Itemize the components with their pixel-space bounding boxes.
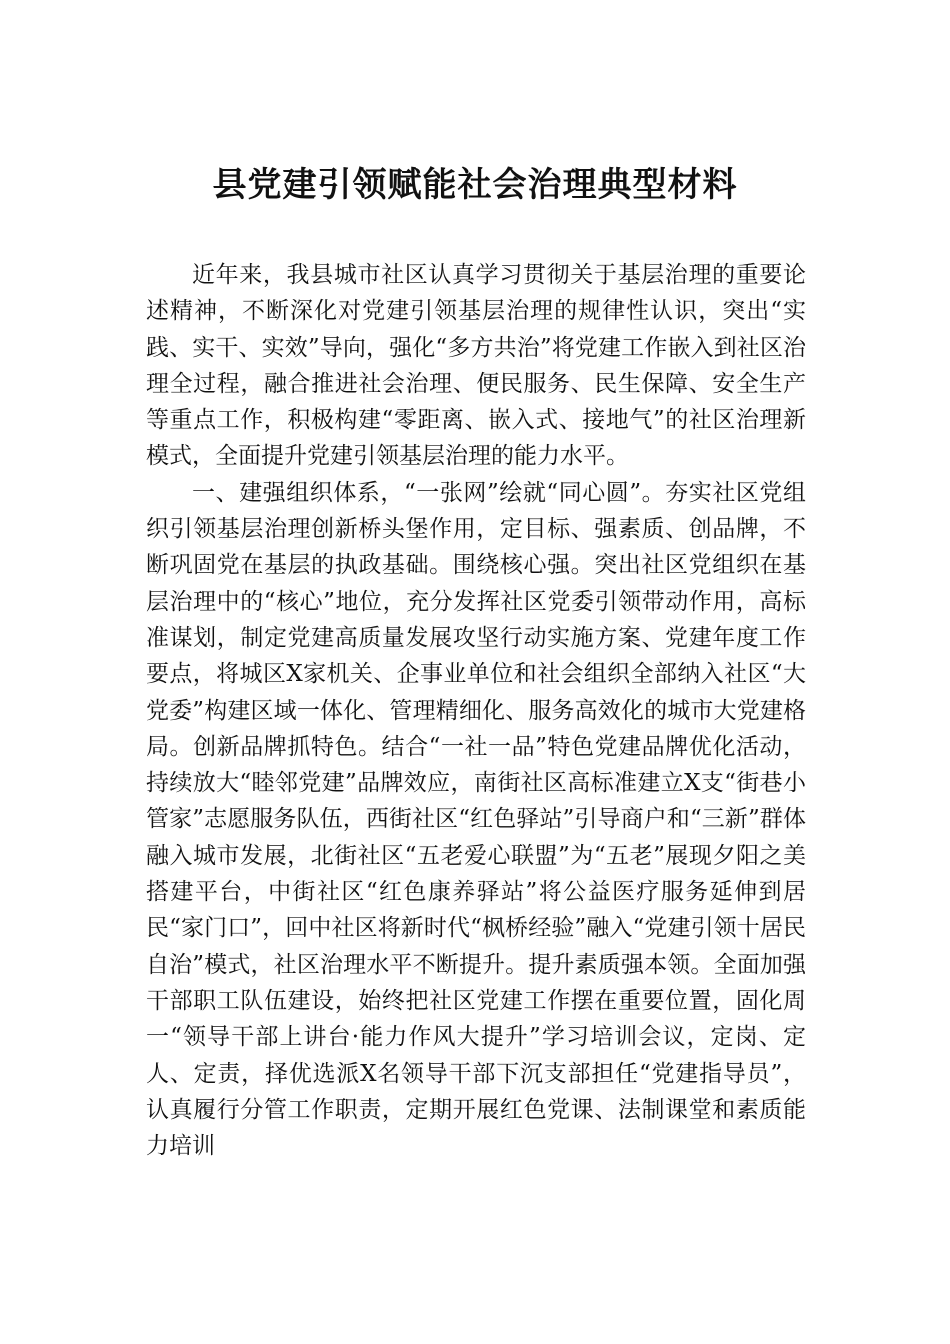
paragraph-section-one: 一、建强组织体系，“一张网”绘就“同心圆”。夯实社区党组织引领基层治理创新桥头堡作用，定目标、强素质、创品牌，不断巩固党在基层的执政基础。围绕核心强。突出社区党组织在基层治理中的“核心”地位，充分发挥社区党委引领带动作用，高标准谋划，制定党建高质量发展攻坚行动实施方案、党建年度工作要点，将城区X家机关、企事业单位和社会组织全部纳入社区“大党委”构建区域一体化、管理精细化、服务高效化的城市大党建格局。创新品牌抓特色。结合“一社一品”特色党建品牌优化活动，持续放大“睦邻党建”品牌效应，南街社区高标准建立X支“街巷小管家”志愿服务队伍，西街社区“红色驿站”引导商户和“三新”群体融入城市发展，北街社区“五老爱心联盟”为“五老”展现夕阳之美搭建平台，中街社区“红色康养驿站”将公益医疗服务延伸到居民“家门口”，回中社区将新时代“枫桥经验”融入“党建引领十居民自治”模式，社区治理水平不断提升。提升素质强本领。全面加强干部职工队伍建设，始终把社区党建工作摆在重要位置，固化周一“领导干部上讲台·能力作风大提升”学习培训会议，定岗、定人、定责，择优选派X名领导干部下沉支部担任“党建指导员”，认真履行分管工作职责，定期开展红色党课、法制课堂和素质能力培训 [146, 479, 806, 1160]
paragraph-intro: 近年来，我县城市社区认真学习贯彻关于基层治理的重要论述精神，不断深化对党建引领基层治理的规律性认识，突出“实践、实干、实效”导向，强化“多方共治”将党建工作嵌入到社区治理全过程，融合推进社会治理、便民服务、民生保障、安全生产等重点工作，积极构建“零距离、嵌入式、接地气”的社区治理新模式，全面提升党建引领基层治理的能力水平。 [146, 262, 806, 470]
document-title: 县党建引领赋能社会治理典型材料 [212, 165, 738, 205]
document-body [146, 257, 806, 1164]
